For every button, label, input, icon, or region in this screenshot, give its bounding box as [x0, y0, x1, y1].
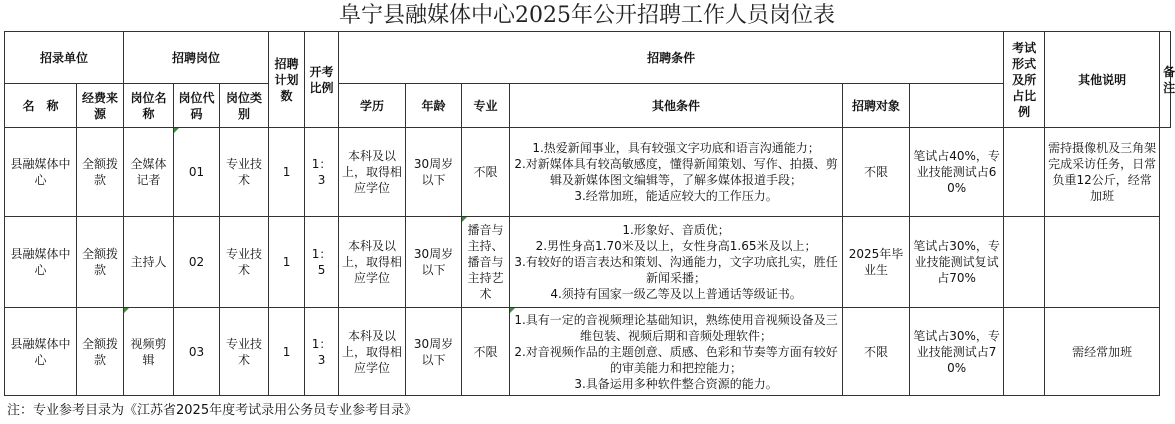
table-row [5, 308, 1171, 396]
cell-other-conditions[interactable]: 1.热爱新闻事业，具有较强文字功底和语言沟通能力； 2.对新媒体具有较高敏感度，懂得新闻策划、写作、拍摄、剪辑及新媒体图文编辑等，了解多媒体报道手段； 3.经常加班，能适应较大的工作压力。 [510, 128, 843, 217]
cell-age[interactable]: 30周岁以下 [406, 217, 462, 308]
header-target: 招聘对象 [843, 84, 910, 128]
header-unit-name: 名 称 [5, 84, 77, 128]
cell-remark[interactable] [1045, 217, 1160, 308]
header-education: 学历 [339, 84, 406, 128]
cell-education[interactable]: 本科及以上，取得相应学位 [339, 308, 406, 396]
cell-remark[interactable]: 需经常加班 [1045, 308, 1160, 396]
cell-post-name[interactable]: 主持人 [124, 217, 174, 308]
header-row-1 [5, 32, 1171, 84]
header-plan: 招聘计划数 [269, 32, 305, 128]
cell-exam[interactable]: 笔试占30%，专业技能测试复试占70% [910, 217, 1004, 308]
cell-other-desc[interactable] [1004, 308, 1045, 396]
cell-funding[interactable]: 全额拨款 [77, 217, 124, 308]
cell-post-code[interactable]: 01 [174, 128, 220, 217]
cell-post-name[interactable]: 视频剪辑 [124, 308, 174, 396]
header-post-code: 岗位代码 [174, 84, 220, 128]
cell-plan[interactable]: 1 [269, 308, 305, 396]
table-row [5, 128, 1171, 217]
cell-post-name[interactable]: 全媒体记者 [124, 128, 174, 217]
cell-age[interactable]: 30周岁以下 [406, 128, 462, 217]
cell-target[interactable]: 2025年毕业生 [843, 217, 910, 308]
cell-major[interactable]: 不限 [462, 128, 510, 217]
header-row-2 [5, 84, 1171, 128]
footnote: 注：专业参考目录为《江苏省2025年度考试录用公务员专业参考目录》 [7, 403, 418, 418]
header-unit-group: 招录单位 [5, 32, 124, 84]
header-ratio: 开考比例 [305, 32, 339, 128]
cell-other-conditions[interactable]: 1.形象好、音质优； 2.男性身高1.70米及以上，女性身高1.65米及以上； 3.有较好的语言表达和策划、沟通能力，文字功底扎实，胜任新闻采播； 4.须持有国家一级乙等及以上普通话等级证书。 [510, 217, 843, 308]
cell-target[interactable]: 不限 [843, 128, 910, 217]
cell-funding[interactable]: 全额拨款 [77, 128, 124, 217]
cell-other-desc[interactable] [1004, 217, 1045, 308]
cell-plan[interactable]: 1 [269, 128, 305, 217]
cell-remark[interactable]: 需持摄像机及三角架完成采访任务，日常负重12公斤，经常加班 [1045, 128, 1160, 217]
page-title: 阜宁县融媒体中心2025年公开招聘工作人员岗位表 [339, 3, 835, 28]
header-funding: 经费来源 [77, 84, 124, 128]
cell-other-desc[interactable] [1004, 128, 1045, 217]
cell-unit[interactable]: 县融媒体中心 [5, 308, 77, 396]
header-other-conditions: 其他条件 [510, 84, 843, 128]
table-row [5, 217, 1171, 308]
cell-target[interactable]: 不限 [843, 308, 910, 396]
cell-major[interactable]: 不限 [462, 308, 510, 396]
cell-education[interactable]: 本科及以上，取得相应学位 [339, 128, 406, 217]
header-conditions-group: 招聘条件 [339, 32, 1004, 84]
cell-unit[interactable]: 县融媒体中心 [5, 128, 77, 217]
header-major: 专业 [462, 84, 510, 128]
cell-other-conditions[interactable]: 1.具有一定的音视频理论基础知识，熟练使用音视频设备及三维包装、视频后期和音频处理软件； 2.对音视频作品的主题创意、质感、色彩和节奏等方面有较好的审美能力和把控能力； 3.具备运用多种软件整合资源的能力。 [510, 308, 843, 396]
cell-plan[interactable]: 1 [269, 217, 305, 308]
cell-post-type[interactable]: 专业技术 [220, 128, 269, 217]
cell-post-code[interactable]: 03 [174, 308, 220, 396]
header-post-type: 岗位类别 [220, 84, 269, 128]
cell-post-code[interactable]: 02 [174, 217, 220, 308]
header-post-name: 岗位名称 [124, 84, 174, 128]
header-other-desc: 其他说明 [1045, 32, 1160, 128]
header-post-group: 招聘岗位 [124, 32, 269, 84]
cell-education[interactable]: 本科及以上，取得相应学位 [339, 217, 406, 308]
header-age: 年龄 [406, 84, 462, 128]
cell-post-type[interactable]: 专业技术 [220, 217, 269, 308]
cell-unit[interactable]: 县融媒体中心 [5, 217, 77, 308]
header-remark: 备注 [1160, 32, 1171, 128]
cell-exam[interactable]: 笔试占40%，专业技能测试占60% [910, 128, 1004, 217]
cell-age[interactable]: 30周岁以下 [406, 308, 462, 396]
cell-post-type[interactable]: 专业技术 [220, 308, 269, 396]
cell-major[interactable]: 播音与主持、播音与主持艺术 [462, 217, 510, 308]
cell-ratio[interactable]: 1：5 [305, 217, 339, 308]
cell-funding[interactable]: 全额拨款 [77, 308, 124, 396]
header-exam: 考试形式及所占比例 [1004, 32, 1045, 128]
cell-exam[interactable]: 笔试占30%，专业技能测试占70% [910, 308, 1004, 396]
cell-ratio[interactable]: 1：3 [305, 308, 339, 396]
cell-ratio[interactable]: 1：3 [305, 128, 339, 217]
recruitment-table [4, 31, 1175, 396]
